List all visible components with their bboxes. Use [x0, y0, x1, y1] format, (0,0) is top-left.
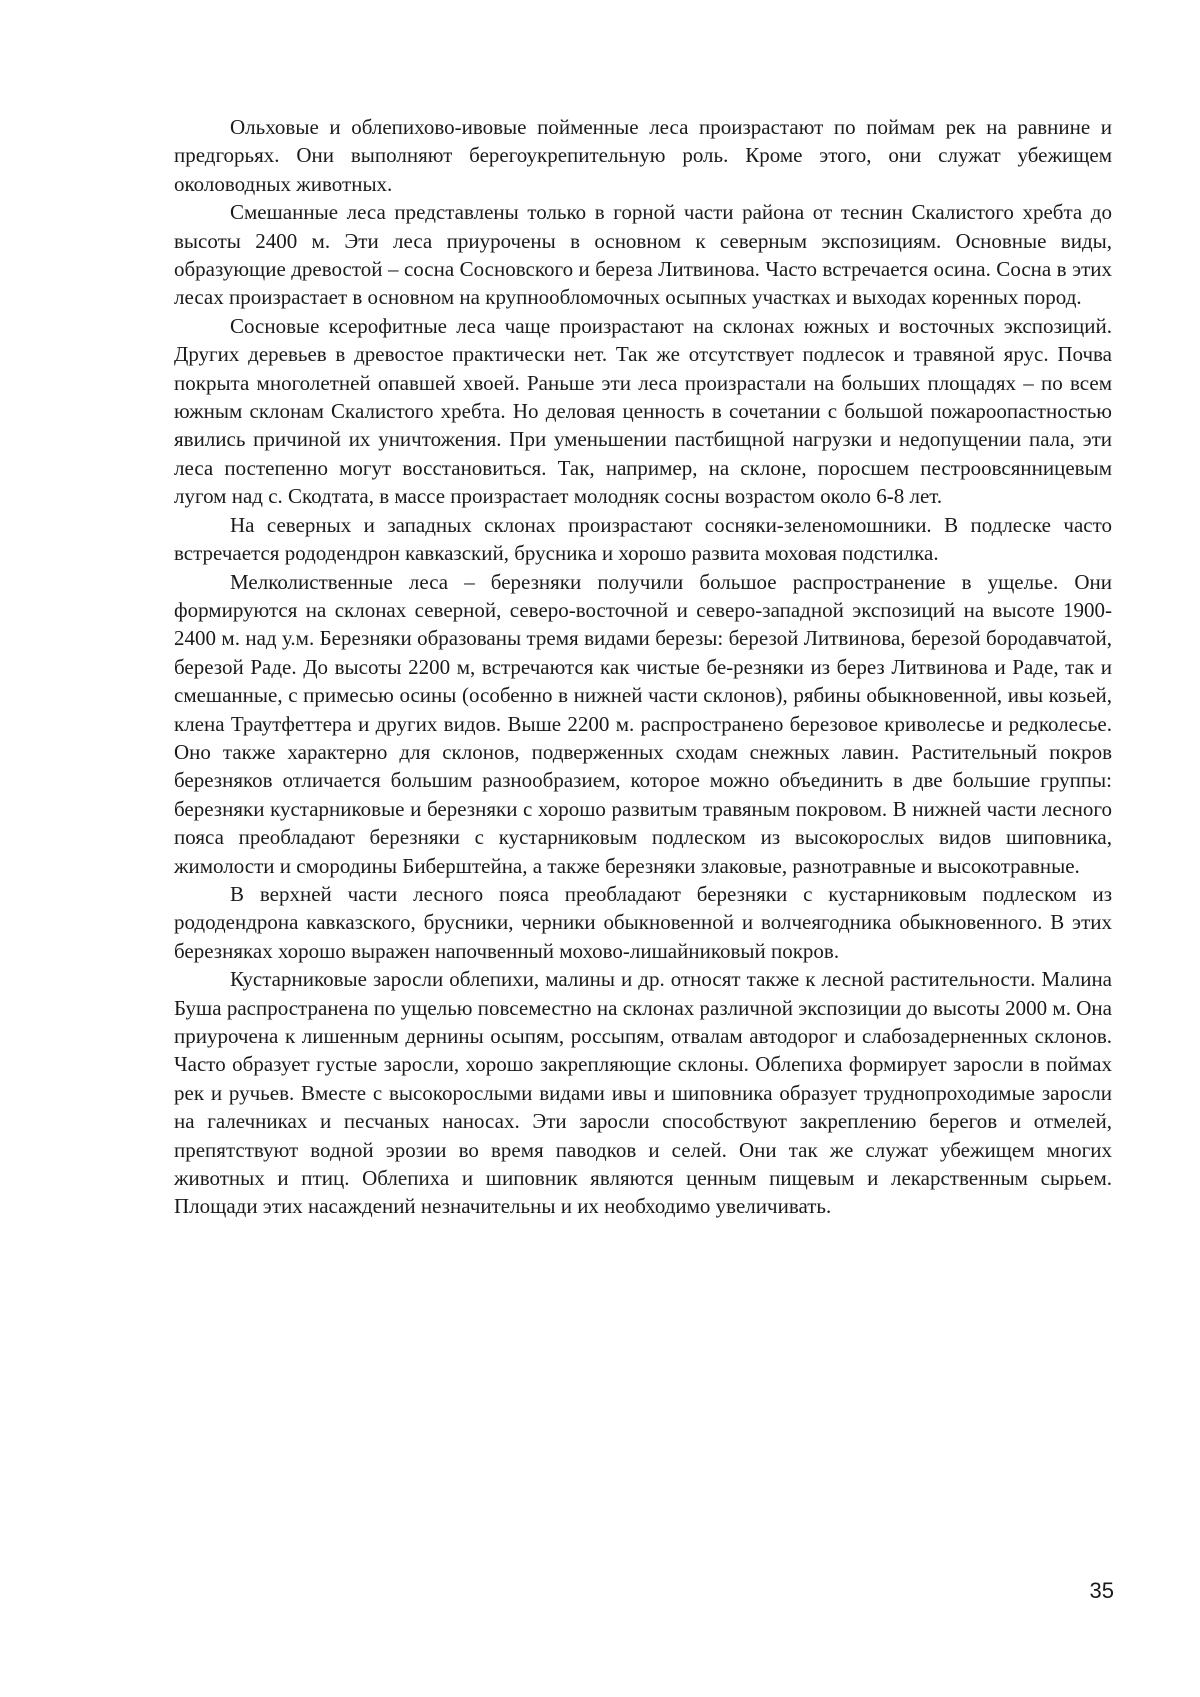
body-text — [174, 113, 1112, 1221]
paragraph-pine-xerophytic-forests: Сосновые ксерофитные леса чаще произрастают на склонах южных и восточных экспозиций. Других деревьев в древостое практически нет. Так же отсутствует подлесок и травяной ярус. Почва покрыта многолетней опавшей хвоей. Раньше эти леса произрастали на больших площадях – по всем южным склонам Скалистого хребта. Но деловая ценность в сочетании с большой пожароопастностью явились причиной их уничтожения. При уменьшении пастбищной нагрузки и недопущении пала, эти леса постепенно могут восстановиться. Так, например, на склоне, поросшем пестроовсянницевым лугом над с. Скодтата, в массе произрастает молодняк сосны возрастом около 6-8 лет. — [174, 313, 1112, 509]
page-number: 35 — [1089, 1578, 1114, 1603]
paragraph-mixed-forests: Смешанные леса представлены только в горной части района от теснин Скалистого хребта до высоты 2400 м. Эти леса приурочены в основном к северным экспозициям. Основные виды, образующие древостой – сосна Сосновского и береза Литвинова. Часто встречается осина. Сосна в этих лесах произрастает в основном на крупнообломочных осыпных участках и выходах коренных пород. — [174, 200, 1112, 310]
paragraph-small-leaved-forests: Мелколиственные леса – березняки получили большое распространение в ущелье. Они формируются на склонах северной, северо-восточной и северо-западной экспозиций на высоте 1900-2400 м. над у.м. Березняки образованы тремя видами березы: березой Литвинова, березой бородавчатой, березой Раде. До высоты 2200 м, встречаются как чистые бе-резняки из берез Литвинова и Раде, так и смешанные, с примесью осины (особенно в нижней части склонов), рябины обыкновенной, ивы козьей, клена Траутфеттера и других видов. Выше 2200 м. распространено березовое криволесье и редколесье. Оно также характерно для склонов, подверженных сходам снежных лавин. Растительный покров березняков отличается большим разнообразием, которое можно объединить в две большие группы: березняки кустарниковые и березняки с хорошо развитым травяным покровом. В нижней части лесного пояса преобладают березняки с кустарниковым подлеском из высокорослых видов шиповника, жимолости и смородины Биберштейна, а также березняки злаковые, разнотравные и высокотравные. — [174, 569, 1112, 878]
paragraph-pine-green-moss: На северных и западных склонах произрастают сосняки-зеленомошники. В подлеске часто встречается рододендрон кавказский, брусника и хорошо развита моховая подстилка. — [174, 512, 1112, 566]
paragraph-shrub-thickets: Кустарниковые заросли облепихи, малины и др. относят также к лесной растительности. Малина Буша распространена по ущелью повсеместно на склонах различной экспозиции до высоты 2000 м. Она приурочена к лишенным дернины осыпям, россыпям, отвалам автодорог и слабозадерненных склонов. Часто образует густые заросли, хорошо закрепляющие склоны. Облепиха формирует заросли в поймах рек и ручьев. Вместе с высокорослыми видами ивы и шиповника образует труднопроходимые заросли на галечниках и песчаных наносах. Эти заросли способствуют закреплению берегов и отмелей, препятствуют водной эрозии во время паводков и селей. Они так же служат убежищем многих животных и птиц. Облепиха и шиповник являются ценным пищевым и лекарственным сырьем. Площади этих насаждений незначительны и их необходимо увеличивать. — [174, 967, 1112, 1219]
paragraph-upper-forest-belt: В верхней части лесного пояса преобладают березняки с кустарниковым подлеском из рододендрона кавказского, брусники, черники обыкновенной и волчеягодника обыкновенного. В этих березняках хорошо выражен напочвенный мохово-лишайниковый покров. — [174, 881, 1112, 963]
paragraph-floodplain-forests: Ольховые и облепихово-ивовые пойменные леса произрастают по поймам рек на равнине и предгорьях. Они выполняют берегоукрепительную роль. Кроме этого, они служат убежищем околоводных животных. — [174, 115, 1112, 196]
